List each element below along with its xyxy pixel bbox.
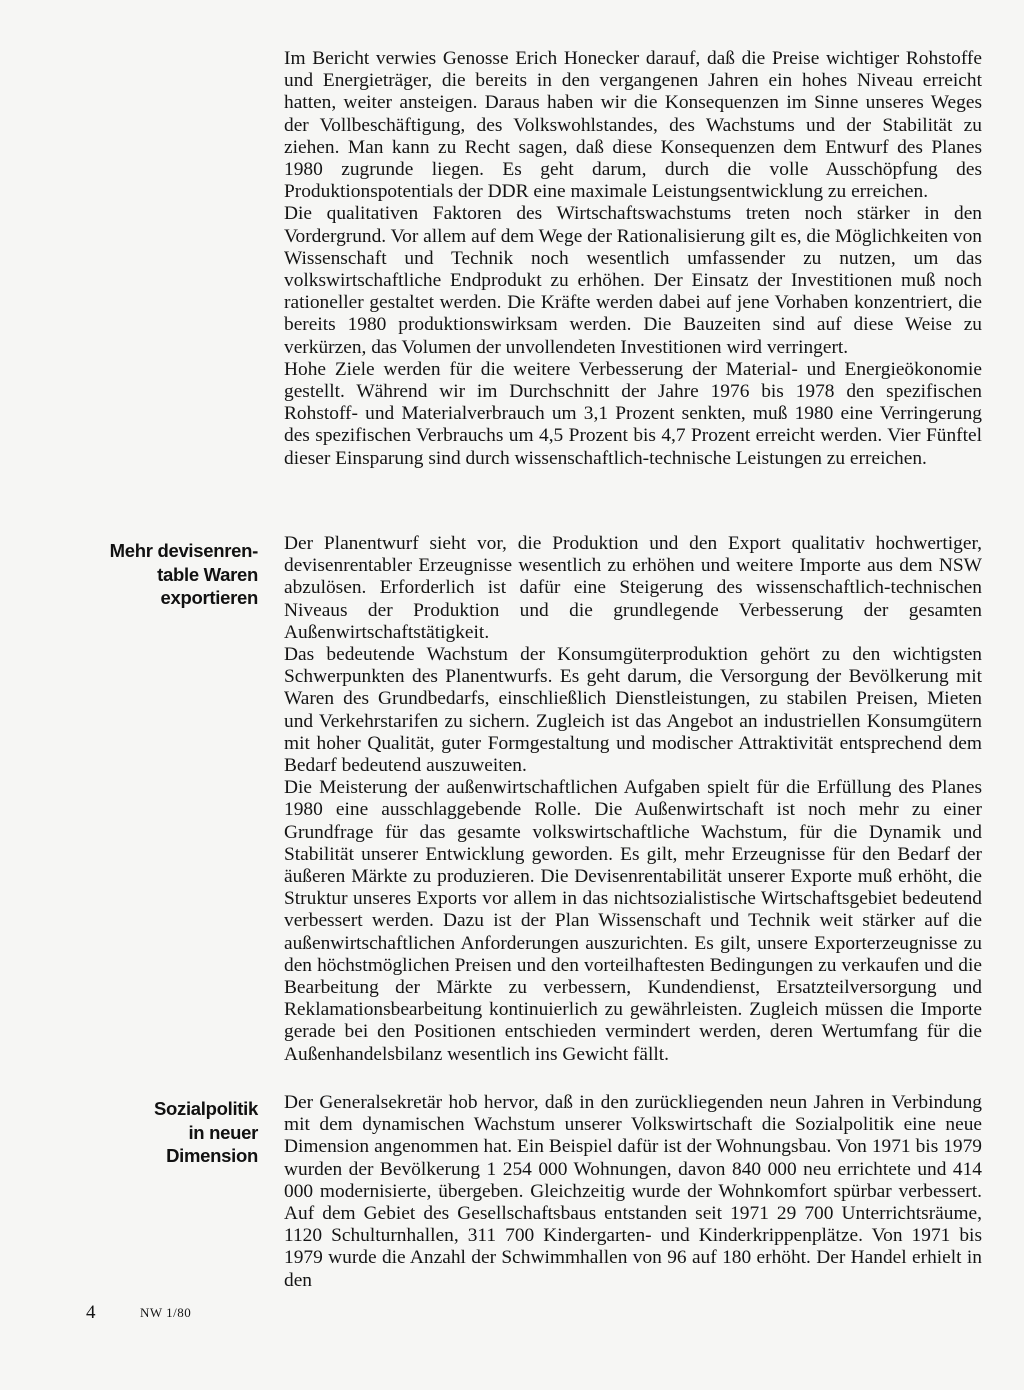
section-intro bbox=[284, 48, 982, 470]
side-heading-line: Sozialpolitik bbox=[153, 1098, 258, 1119]
side-heading-line: Dimension bbox=[166, 1145, 258, 1166]
side-heading-line: Mehr devisenren- bbox=[109, 540, 258, 561]
paragraph: Hohe Ziele werden für die weitere Verbesserung der Material- und Energieökonomie gestellt. Während wir im Durchschnitt der Jahre 1976 bis 1978 den spezifischen Rohstoff- und Materialverbrauch um 3,1 Prozent senkten, muß 1980 eine Verringerung des spezifischen Verbrauchs um 4,5 Prozent bis 4,7 Prozent erreicht werden. Vier Fünftel dieser Einsparung sind durch wissenschaftlich-technische Leistungen zu erreichen. bbox=[284, 358, 982, 469]
side-heading-exports bbox=[92, 539, 258, 610]
issue-label: NW 1/80 bbox=[140, 1305, 192, 1320]
side-heading-line: table Waren bbox=[157, 563, 258, 585]
section-social-policy bbox=[284, 1092, 982, 1292]
paragraph: Die qualitativen Faktoren des Wirtschaftswachstums treten noch stärker in den Vordergrund. Vor allem auf dem Wege der Rationalisierung gilt es, die Möglichkeiten von Wissenschaft und Technik noch wesentlich umfassender zu nutzen, um das volkswirtschaftliche Endprodukt zu erhöhen. Der Einsatz der Investitionen muß noch rationeller gestaltet werden. Die Kräfte werden dabei auf jene Vorhaben konzentriert, die bereits 1980 produktionswirksam werden. Die Bauzeiten sind auf diese Weise zu verkürzen, das Volumen der unvollendeten Investitionen wird verringert. bbox=[284, 203, 982, 358]
section-exports bbox=[284, 533, 982, 1066]
paragraph: Der Generalsekretär hob hervor, daß in den zurückliegenden neun Jahren in Verbindung mit dem dynamischen Wachstum unserer Volkswirtschaft die Sozialpolitik eine neue Dimension angenommen hat. Ein Beispiel dafür ist der Wohnungsbau. Von 1971 bis 1979 wurden der Bevölkerung 1 254 000 Wohnungen, davon 840 000 neu errichtete und 414 000 modernisierte, übergeben. Gleichzeitig wurde der Wohnkomfort spürbar verbessert. Auf dem Gebiet des Gesellschaftsbaus entstanden seit 1971 29 700 Unterrichtsräume, 1120 Schulturnhallen, 311 700 Kindergarten- und Kinderkrippenplätze. Von 1971 bis 1979 wurde die Anzahl der Schwimmhallen von 96 auf 180 erhöht. Der Handel erhielt in den bbox=[284, 1092, 982, 1291]
paragraph: Das bedeutende Wachstum der Konsumgüterproduktion gehört zu den wichtigsten Schwerpunkten des Planentwurfs. Es geht darum, die Versorgung der Bevölkerung mit Waren des Grundbedarfs, einschließlich Dienstleistungen, zu stabilen Preisen, Mieten und Verkehrstarifen zu sichern. Zugleich ist das Angebot an industriellen Konsumgütern mit hoher Qualität, guter Formgestaltung und modischer Attraktivität entsprechend dem Bedarf bedeutend auszuweiten. bbox=[284, 644, 982, 777]
page-number: 4 bbox=[86, 1302, 96, 1323]
side-heading-line: exportieren bbox=[160, 587, 258, 608]
paragraph: Der Planentwurf sieht vor, die Produktion und den Export qualitativ hochwertiger, devisenrentabler Erzeugnisse wesentlich zu erhöhen und weitere Importe aus dem NSW abzulösen. Erforderlich ist dafür eine Steigerung des wissenschaftlich-technischen Niveaus der Produktion und die grundlegende Verbesserung der gesamten Außenwirtschaftstätigkeit. bbox=[284, 533, 982, 643]
side-heading-social-policy bbox=[92, 1097, 258, 1168]
paragraph: Die Meisterung der außenwirtschaftlichen Aufgaben spielt für die Erfüllung des Planes 1980 eine ausschlaggebende Rolle. Die Außenwirtschaft ist noch mehr zu einer Grundfrage für das gesamte volkswirtschaftliche Wachstum, für die Dynamik und Stabilität unserer Entwicklung geworden. Es gilt, mehr Erzeugnisse für den Bedarf der äußeren Märkte zu produzieren. Die Devisenrentabilität unserer Exporte muß erhöht, die Struktur unseres Exports vor allem in das nichtsozialistische Wirtschaftsgebiet bedeutend verbessert werden. Dazu ist der Plan Wissenschaft und Technik weit stärker auf die außenwirtschaftlichen Anforderungen auszurichten. Es gilt, unsere Exporterzeugnisse zu den höchstmöglichen Preisen und den vorteilhaftesten Bedingungen zu verkaufen und die Bearbeitung der Märkte zu verbessern, Kundendienst, Ersatzteilversorgung und Reklamationsbearbeitung kontinuierlich zu gewährleisten. Zugleich müssen die Importe gerade bei den Positionen entschieden vermindert werden, deren Wertumfang für die Außenhandelsbilanz wesentlich ins Gewicht fällt. bbox=[284, 777, 982, 1065]
paragraph: Im Bericht verwies Genosse Erich Honecker darauf, daß die Preise wichtiger Rohstoffe und Energieträger, die bereits in den vergangenen Jahren ein hohes Niveau erreicht hatten, weiter ansteigen. Daraus haben wir die Konsequenzen im Sinne unseres Weges der Vollbeschäftigung, des Volkswohlstandes, des Wachstums und der Stabilität zu ziehen. Man kann zu Recht sagen, daß diese Konsequenzen dem Entwurf des Planes 1980 zugrunde liegen. Es geht darum, durch die volle Ausschöpfung des Produktionspotentials der DDR eine maximale Leistungsentwicklung zu erreichen. bbox=[284, 48, 982, 203]
side-heading-line: in neuer bbox=[188, 1121, 258, 1143]
